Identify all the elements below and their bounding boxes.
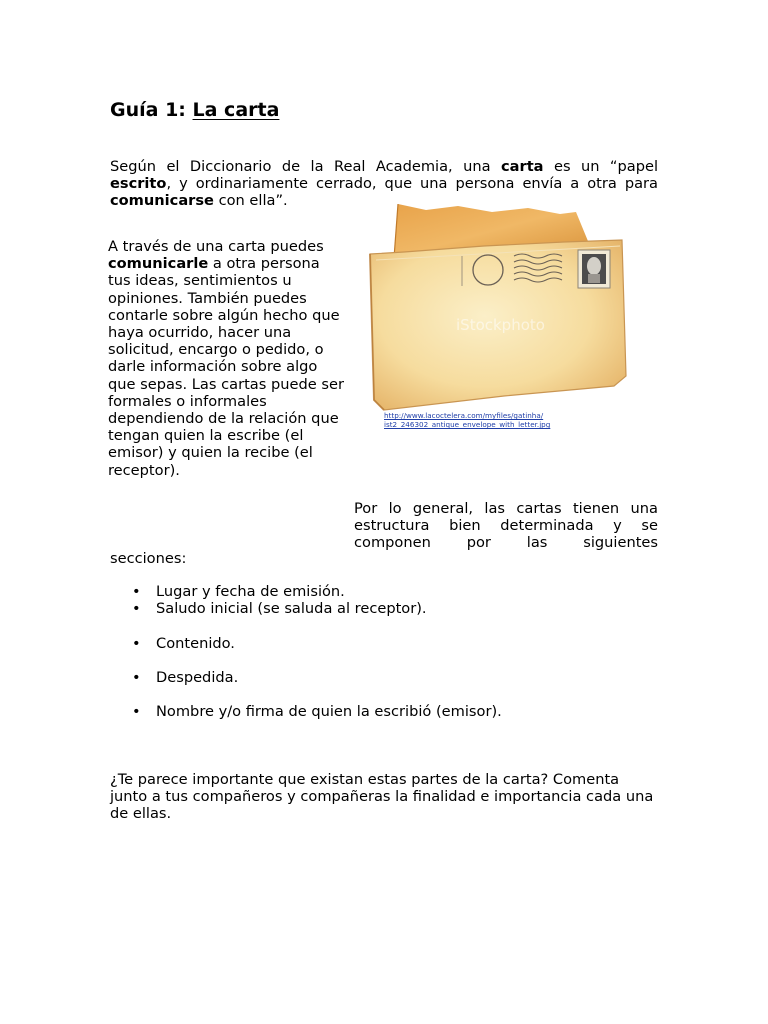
left-col-bold-comunicarle: comunicarle: [108, 255, 209, 273]
intro-text-4: con ella”.: [213, 192, 288, 210]
list-item: [132, 669, 238, 686]
intro-text-3: , y ordinariamente cerrado, que una persona envía a otra para: [166, 175, 658, 193]
watermark-text: iStockphoto: [456, 316, 545, 334]
list-item: [132, 703, 502, 720]
caption-line-2[interactable]: ist2_246302_antique_envelope_with_letter.jpg: [384, 420, 551, 429]
right-column-paragraph: Por lo general, las cartas tienen una estructura bien determinada y se componen por las siguientes: [354, 500, 658, 552]
bullet-icon: •: [132, 635, 141, 652]
list-item-text: Saludo inicial (se saluda al receptor).: [156, 600, 427, 617]
caption-line-1[interactable]: http://www.lacoctelera.com/myfiles/gatinha/: [384, 411, 544, 420]
bullet-icon: •: [132, 703, 141, 720]
bullet-icon: •: [132, 669, 141, 686]
list-item: [132, 583, 345, 600]
intro-text-2: es un “papel: [543, 158, 659, 175]
list-item-text: Lugar y fecha de emisión.: [156, 583, 345, 600]
intro-bold-comunicarse: comunicarse: [110, 192, 214, 210]
left-col-text-2: a otra persona tus ideas, sentimientos u opiniones. También puedes contarle sobre algún hecho que haya ocurrido, hacer una solicitud, encargo o pedido, o darle información sobre algo que sepas. Las cartas puede ser formales o informales dependiendo de la relación que tengan quien la escribe (el emisor) y quien la recibe (el receptor).: [108, 255, 344, 479]
list-item: [132, 600, 427, 617]
list-item-text: Contenido.: [156, 635, 235, 652]
image-caption-link[interactable]: [384, 411, 550, 429]
bullet-icon: •: [132, 583, 141, 600]
left-col-text-1: A través de una carta puedes: [108, 238, 324, 255]
page-title: [110, 98, 279, 122]
list-item-text: Despedida.: [156, 669, 239, 686]
envelope-image: [364, 200, 634, 418]
left-column-paragraph: [108, 238, 344, 479]
continuation-text: secciones:: [110, 550, 187, 567]
closing-question: ¿Te parece importante que existan estas partes de la carta? Comenta junto a tus compañeros y compañeras la finalidad e importancia cada una de ellas.: [110, 771, 654, 823]
list-item-text: Nombre y/o firma de quien la escribió (emisor).: [156, 703, 502, 720]
list-item: [132, 635, 235, 652]
intro-bold-carta: carta: [501, 158, 544, 175]
bullet-icon: •: [132, 600, 141, 617]
intro-bold-escrito: escrito: [110, 175, 167, 193]
intro-text-1: Según el Diccionario de la Real Academia, una: [110, 158, 501, 175]
title-underlined: La carta: [192, 99, 280, 121]
title-prefix: Guía 1:: [110, 99, 193, 121]
